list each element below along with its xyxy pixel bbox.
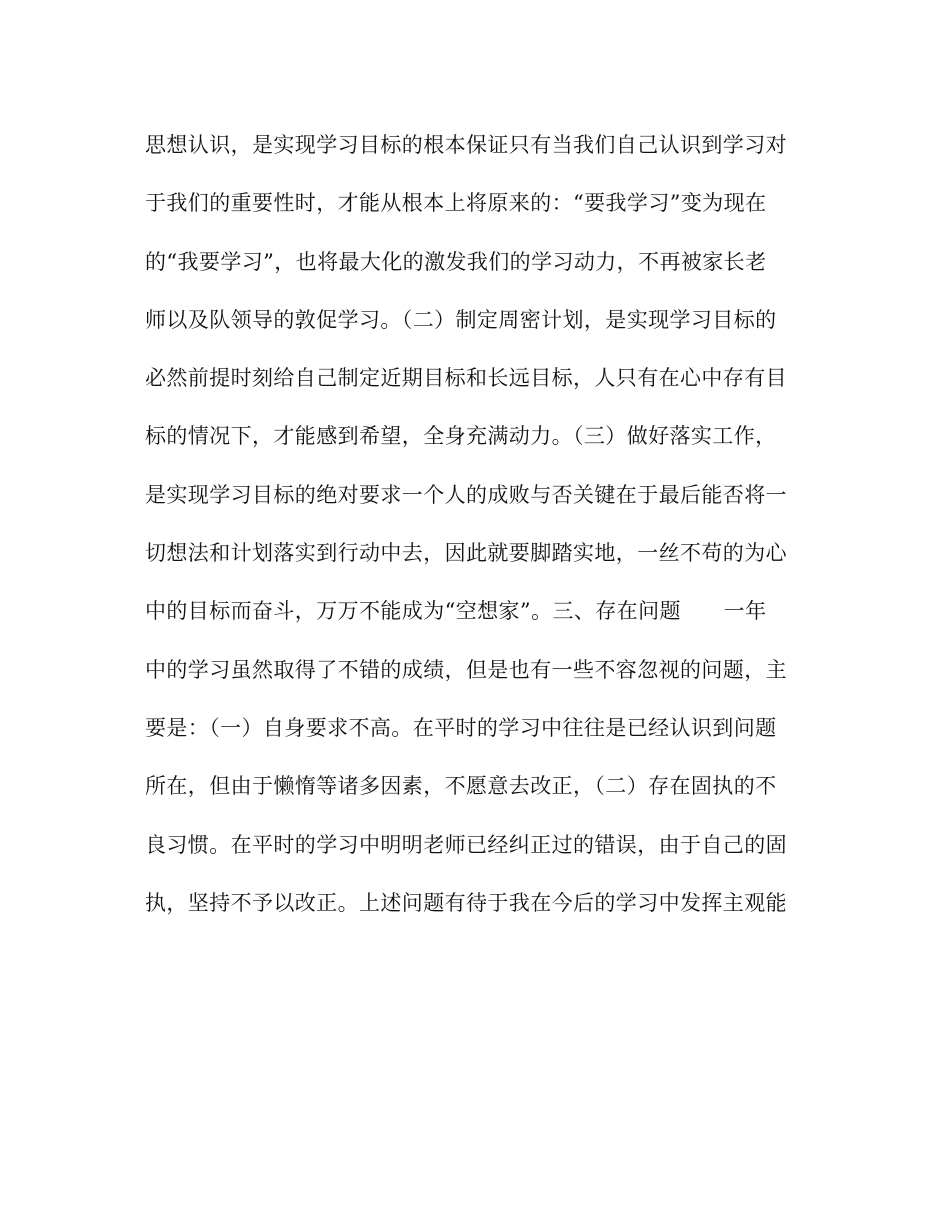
text-line: 思想认识，是实现学习目标的根本保证只有当我们自己认识到学习对 <box>145 133 787 157</box>
text-line: 要是：（一）自身要求不高。在平时的学习中往往是已经认识到问题 <box>145 715 777 740</box>
text-line: 是实现学习目标的绝对要求一个人的成败与否关键在于最后能否将一 <box>145 482 787 507</box>
text-line: 良习惯。在平时的学习中明明老师已经纠正过的错误，由于自己的固 <box>145 832 787 857</box>
text-line: 所在，但由于懒惰等诸多因素，不愿意去改正，（二）存在固执的不 <box>145 774 777 799</box>
text-line: 必然前提时刻给自己制定近期目标和长远目标，人只有在心中存有目 <box>145 366 787 391</box>
text-line: 标的情况下，才能感到希望，全身充满动力。（三）做好落实工作， <box>145 424 777 449</box>
text-line: 执，坚持不予以改正。上述问题有待于我在今后的学习中发挥主观能 <box>145 890 787 915</box>
text-line: 中的学习虽然取得了不错的成绩，但是也有一些不容忽视的问题，主 <box>145 657 787 682</box>
text-line: 于我们的重要性时，才能从根本上将原来的：“要我学习”变为现在 <box>145 191 767 216</box>
text-line: 中的目标而奋斗，万万不能成为“空想家”。三、存在问题 一年 <box>145 599 767 624</box>
text-line: 切想法和计划落实到行动中去，因此就要脚踏实地，一丝不苟的为心 <box>145 541 787 566</box>
text-line: 的“我要学习”，也将最大化的激发我们的学习动力，不再被家长老 <box>145 249 767 274</box>
text-line: 师以及队领导的敦促学习。（二）制定周密计划，是实现学习目标的 <box>145 307 777 332</box>
body-paragraph <box>145 116 800 932</box>
